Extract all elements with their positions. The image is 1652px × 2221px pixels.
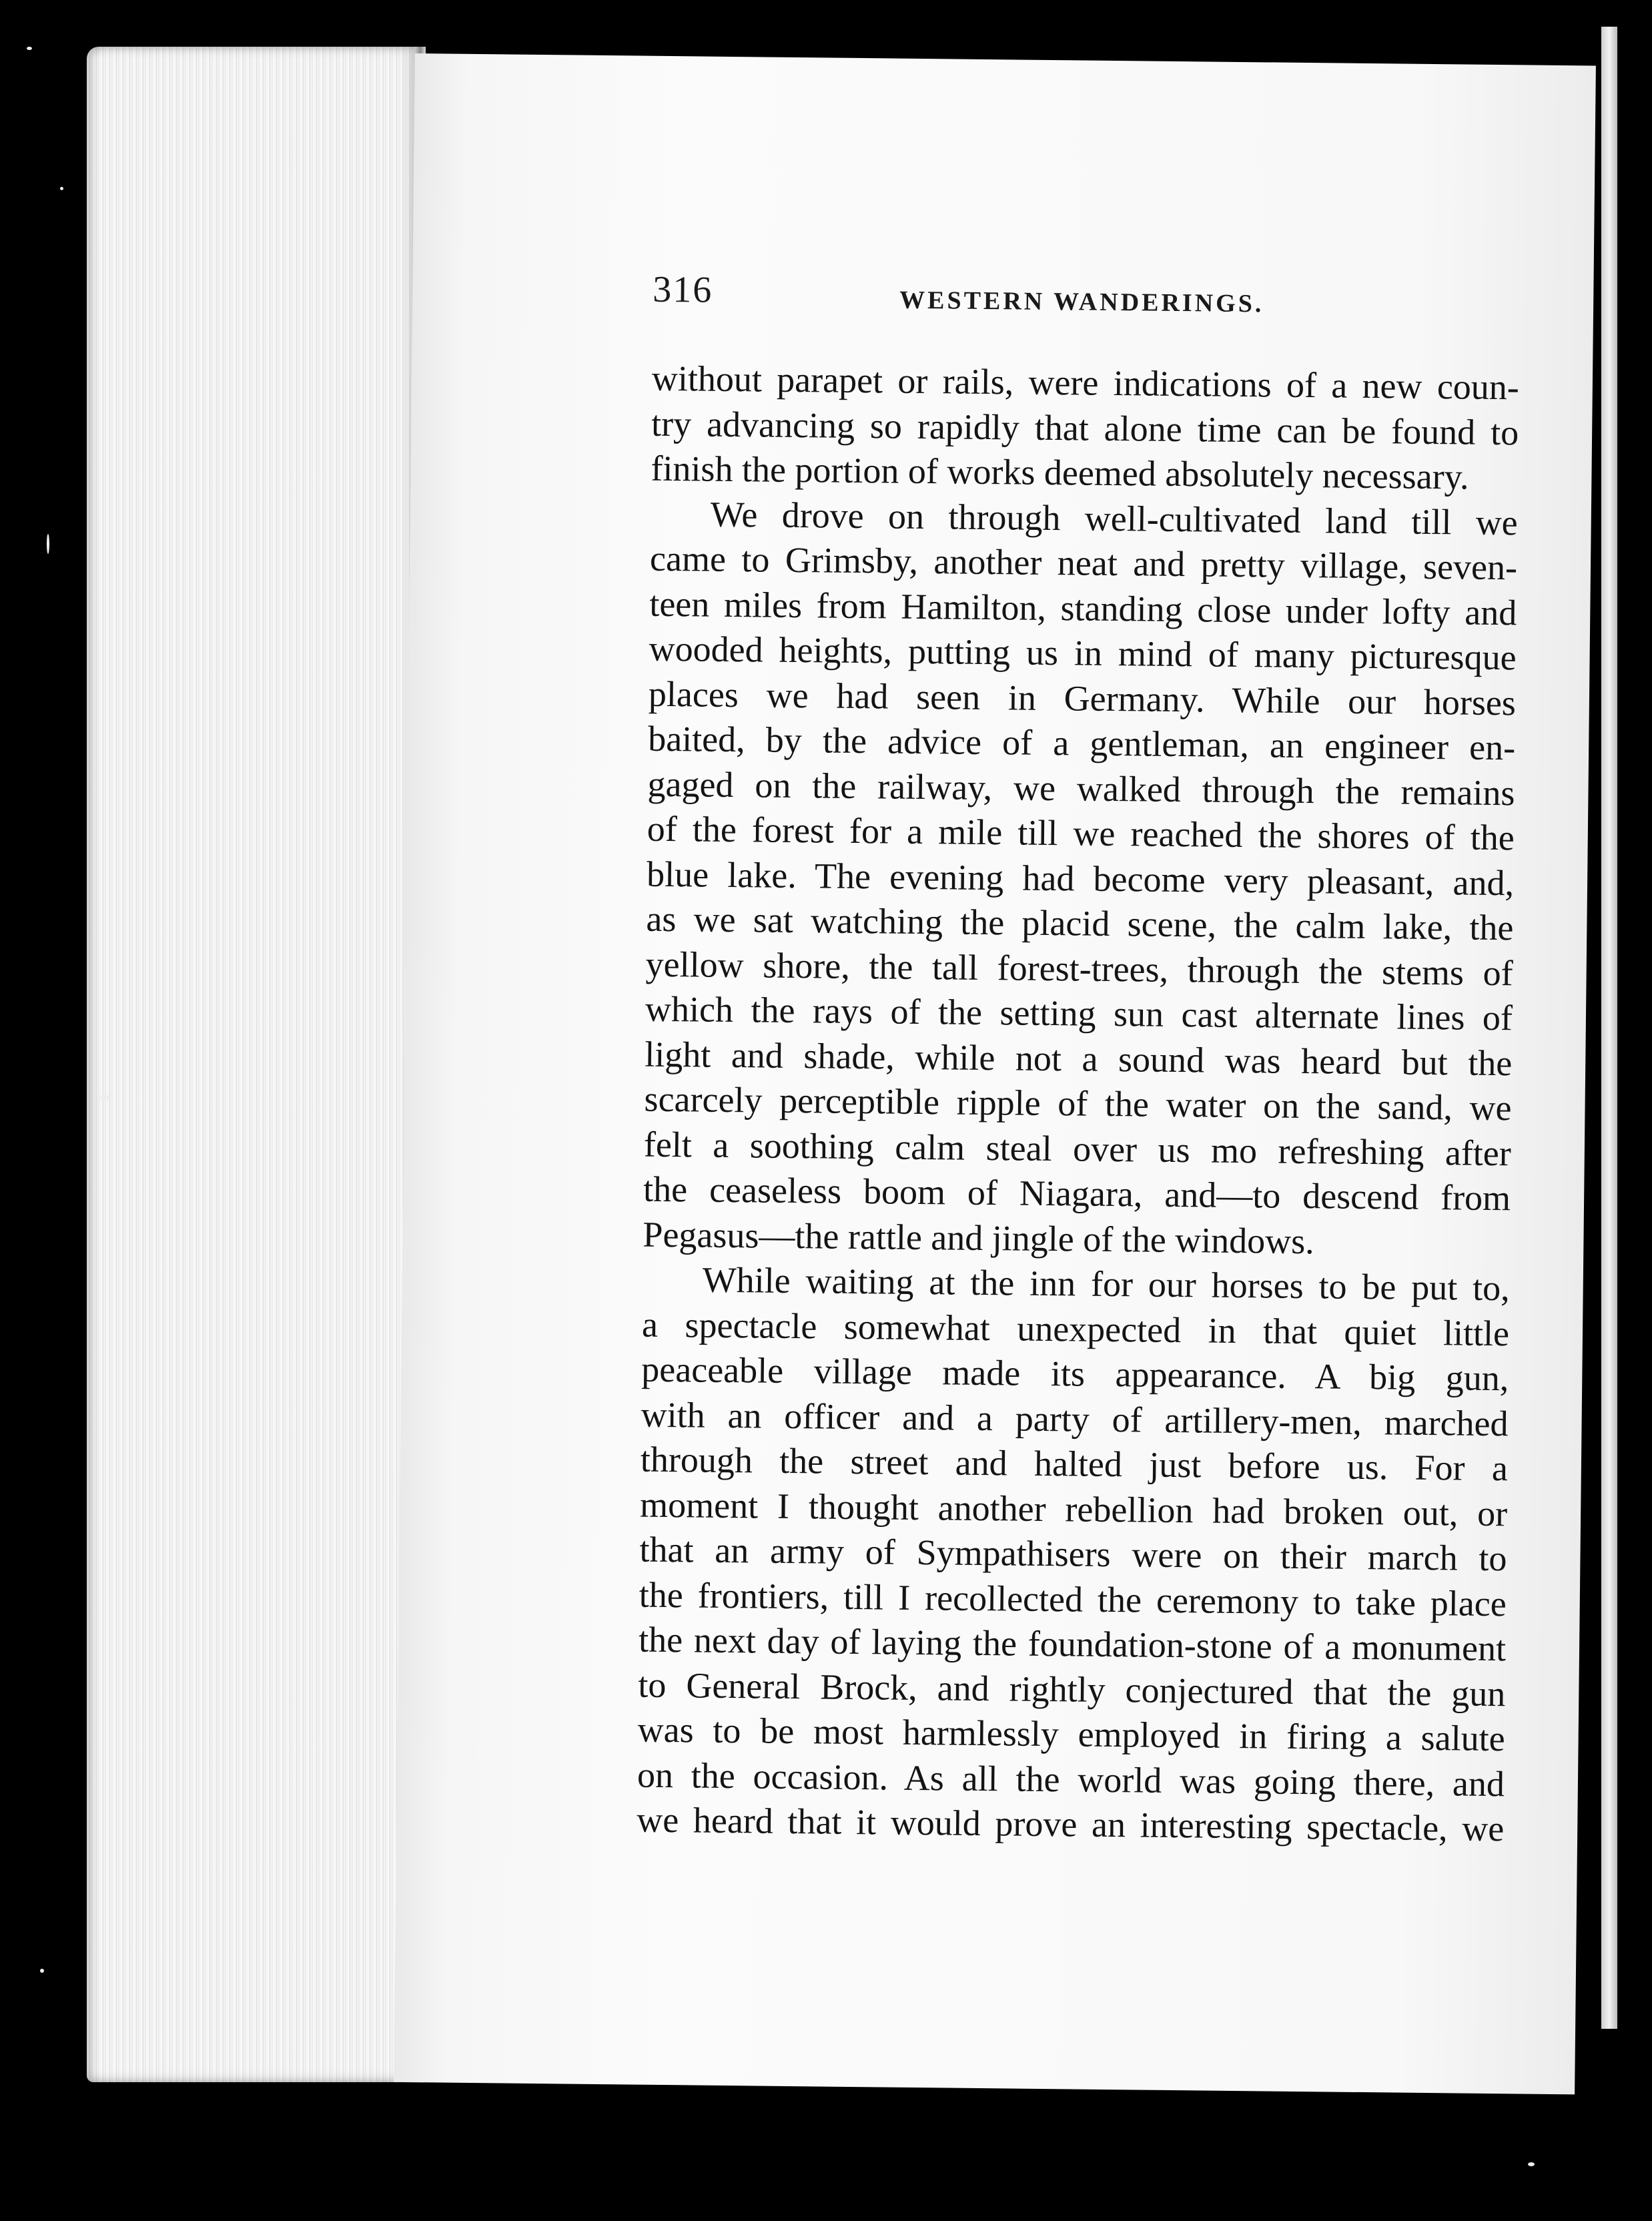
page-number: 316 xyxy=(652,268,713,311)
text-line: gaged on the railway, we walked through the remains xyxy=(647,763,1515,813)
text-line: peaceable village made its appearance. A big gun, xyxy=(641,1349,1509,1399)
page-surface xyxy=(394,53,1596,2094)
text-line: without parapet or rails, were indications of a new coun- xyxy=(651,358,1520,408)
book-page-edges xyxy=(87,47,420,2082)
text-line: which the rays of the setting sun cast alternate lines of xyxy=(645,988,1513,1038)
running-title: WESTERN WANDERINGS. xyxy=(899,286,1264,318)
text-line: through the street and halted just before us. For a xyxy=(640,1439,1509,1489)
text-line: places we had seen in Germany. While our horses xyxy=(648,673,1517,723)
text-line: light and shade, while not a sound was heard but the xyxy=(645,1034,1513,1083)
text-line: came to Grimsby, another neat and pretty village, seven- xyxy=(649,538,1518,588)
text-line: the next day of laying the foundation-stone of a monument xyxy=(638,1619,1507,1669)
running-head xyxy=(653,268,1387,343)
text-line: we heard that it would prove an interesting spectacle, we xyxy=(636,1799,1505,1849)
text-line: teen miles from Hamilton, standing close under lofty and xyxy=(649,583,1517,633)
text-line: blue lake. The evening had become very pleasant, and, xyxy=(646,854,1515,903)
text-line: the ceaseless boom of Niagara, and—to descend from xyxy=(643,1169,1511,1219)
text-line: moment I thought another rebellion had broken out, or xyxy=(639,1484,1508,1534)
text-line: try advancing so rapidly that alone time can be found to xyxy=(651,403,1519,452)
text-line: to General Brock, and rightly conjectured that the gun xyxy=(638,1664,1506,1714)
text-line: scarcely perceptible ripple of the water on the sand, we xyxy=(644,1078,1512,1129)
text-line: the frontiers, till I recollected the ceremony to take place xyxy=(639,1574,1507,1624)
body-text xyxy=(637,356,1519,1852)
text-line: finish the portion of works deemed absolutely necessary. xyxy=(651,448,1469,497)
facing-page-edge xyxy=(1601,27,1617,2029)
text-line: felt a soothing calm steal over us mo refreshing after xyxy=(643,1124,1512,1173)
text-line: on the occasion. As all the world was going there, and xyxy=(637,1755,1505,1804)
text-line: wooded heights, putting us in mind of many picturesque xyxy=(649,628,1517,678)
text-line: baited, by the advice of a gentleman, an engineer en- xyxy=(647,718,1516,768)
text-line: with an officer and a party of artillery-men, marched xyxy=(641,1394,1509,1444)
text-line: Pegasus—the rattle and jingle of the windows. xyxy=(643,1214,1315,1261)
text-line: was to be most harmlessly employed in firing a salute xyxy=(637,1709,1505,1759)
text-line: a spectacle somewhat unexpected in that quiet little xyxy=(641,1304,1510,1353)
text-line: yellow shore, the tall forest-trees, through the stems of xyxy=(645,944,1513,993)
text-line: of the forest for a mile till we reached the shores of the xyxy=(647,808,1515,858)
text-line: that an army of Sympathisers were on their march to xyxy=(639,1529,1507,1579)
text-line: as we sat watching the placid scene, the calm lake, the xyxy=(646,898,1514,948)
text-line: While waiting at the inn for our horses to be put to, xyxy=(702,1259,1511,1309)
text-line: We drove on through well-cultivated land till we xyxy=(710,494,1519,543)
